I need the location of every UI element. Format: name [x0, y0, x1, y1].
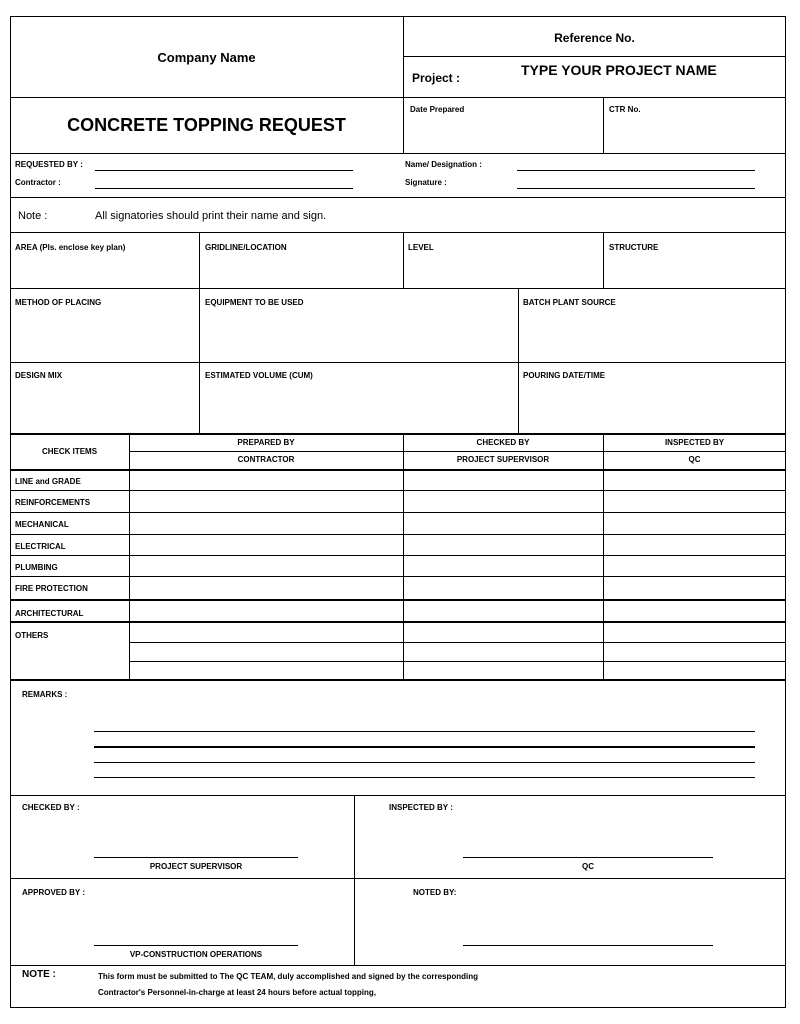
- pouring-label: POURING DATE/TIME: [523, 371, 606, 380]
- vp-caption: VP-CONSTRUCTION OPERATIONS: [129, 950, 263, 959]
- signoff-bottom: [10, 965, 786, 966]
- header-rule-3: [10, 153, 786, 154]
- signoff-divider: [354, 795, 355, 965]
- rule-note-top: [10, 197, 786, 198]
- footer-note-line-1: This form must be submitted to The QC TEAM, duly accomplished and signed by the corresponding: [98, 972, 479, 981]
- signoff-mid: [10, 878, 786, 879]
- grid-col-2b: [518, 288, 519, 434]
- check-item: ELECTRICAL: [15, 542, 66, 551]
- check-row-rule: [10, 621, 786, 623]
- remarks-label: REMARKS :: [22, 690, 68, 699]
- qc-header: QC: [688, 455, 701, 464]
- prepared-by-header: PREPARED BY: [237, 438, 295, 447]
- check-item: REINFORCEMENTS: [15, 498, 91, 507]
- check-items-header: CHECK ITEMS: [41, 447, 98, 456]
- inspected-by-signature-line[interactable]: [463, 857, 713, 858]
- ctr-divider: [603, 97, 604, 153]
- ctr-no-label: CTR No.: [609, 105, 641, 114]
- equipment-label: EQUIPMENT TO BE USED: [205, 298, 304, 307]
- project-label: Project :: [412, 71, 461, 85]
- batch-plant-label: BATCH PLANT SOURCE: [523, 298, 616, 307]
- project-supervisor-header: PROJECT SUPERVISOR: [456, 455, 550, 464]
- note-text: All signatories should print their name and sign.: [95, 210, 327, 222]
- name-designation-label: Name/ Designation :: [405, 160, 482, 169]
- project-supervisor-caption: PROJECT SUPERVISOR: [149, 862, 243, 871]
- check-header-bottom: [10, 469, 786, 471]
- remarks-line[interactable]: [94, 746, 755, 748]
- grid-col-3a: [603, 232, 604, 288]
- contractor-line[interactable]: [95, 188, 353, 189]
- form-title: CONCRETE TOPPING REQUEST: [67, 115, 346, 135]
- others-rule-1: [129, 642, 786, 643]
- inspected-by-label: INSPECTED BY :: [389, 803, 453, 812]
- grid-rule-1: [10, 288, 786, 289]
- check-table-bottom: [10, 679, 786, 681]
- approved-by-signature-line[interactable]: [94, 945, 298, 946]
- check-item: LINE and GRADE: [15, 477, 81, 486]
- gridline-label: GRIDLINE/LOCATION: [205, 243, 287, 252]
- header-rule-2: [10, 97, 786, 98]
- checked-by-label: CHECKED BY :: [22, 803, 80, 812]
- header-rule-1: [403, 56, 786, 57]
- check-row-rule: [10, 490, 786, 491]
- contractor-label: Contractor :: [15, 178, 61, 187]
- date-prepared-label: Date Prepared: [410, 105, 465, 114]
- requested-by-label: REQUESTED BY :: [15, 160, 83, 169]
- check-item: FIRE PROTECTION: [15, 584, 88, 593]
- grid-col-1: [199, 232, 200, 434]
- footer-note-line-2: Contractor's Personnel-in-charge at least 24 hours before actual topping,: [98, 988, 376, 997]
- design-mix-label: DESIGN MIX: [15, 371, 63, 380]
- reference-no-label: Reference No.: [554, 31, 635, 45]
- check-row-rule: [10, 512, 786, 513]
- qc-caption: QC: [582, 862, 594, 871]
- check-row-rule: [10, 534, 786, 535]
- others-rule-2: [129, 661, 786, 662]
- check-row-rule: [10, 555, 786, 556]
- area-label: AREA (Pls. enclose key plan): [15, 243, 126, 252]
- checked-by-header: CHECKED BY: [476, 438, 530, 447]
- check-item: PLUMBING: [15, 563, 58, 572]
- check-item: ARCHITECTURAL: [15, 609, 84, 618]
- noted-by-label: NOTED BY:: [413, 888, 457, 897]
- footer-note-label: NOTE :: [22, 969, 56, 980]
- contractor-header: CONTRACTOR: [237, 455, 295, 464]
- note-label: Note :: [18, 210, 48, 222]
- approved-by-label: APPROVED BY :: [22, 888, 85, 897]
- company-name: Company Name: [157, 50, 256, 65]
- remarks-line[interactable]: [94, 762, 755, 763]
- noted-by-signature-line[interactable]: [463, 945, 713, 946]
- method-label: METHOD OF PLACING: [15, 298, 102, 307]
- check-item: OTHERS: [15, 631, 49, 640]
- remarks-line[interactable]: [94, 731, 755, 732]
- rule-note-bottom: [10, 232, 786, 233]
- signature-label: Signature :: [405, 178, 447, 187]
- requested-by-line[interactable]: [95, 170, 353, 171]
- check-row-rule: [10, 599, 786, 601]
- grid-rule-3: [10, 433, 786, 435]
- remarks-line[interactable]: [94, 777, 755, 778]
- checked-by-signature-line[interactable]: [94, 857, 298, 858]
- structure-label: STRUCTURE: [609, 243, 659, 252]
- check-row-rule: [10, 576, 786, 577]
- name-designation-line[interactable]: [517, 170, 755, 171]
- inspected-by-header: INSPECTED BY: [664, 438, 725, 447]
- level-label: LEVEL: [408, 243, 434, 252]
- volume-label: ESTIMATED VOLUME (CUM): [205, 371, 313, 380]
- project-name[interactable]: TYPE YOUR PROJECT NAME: [521, 62, 717, 78]
- signature-line[interactable]: [517, 188, 755, 189]
- remarks-bottom: [10, 795, 786, 796]
- check-header-mid: [129, 451, 786, 452]
- check-item: MECHANICAL: [15, 520, 69, 529]
- grid-rule-2: [10, 362, 786, 363]
- grid-col-2a: [403, 232, 404, 288]
